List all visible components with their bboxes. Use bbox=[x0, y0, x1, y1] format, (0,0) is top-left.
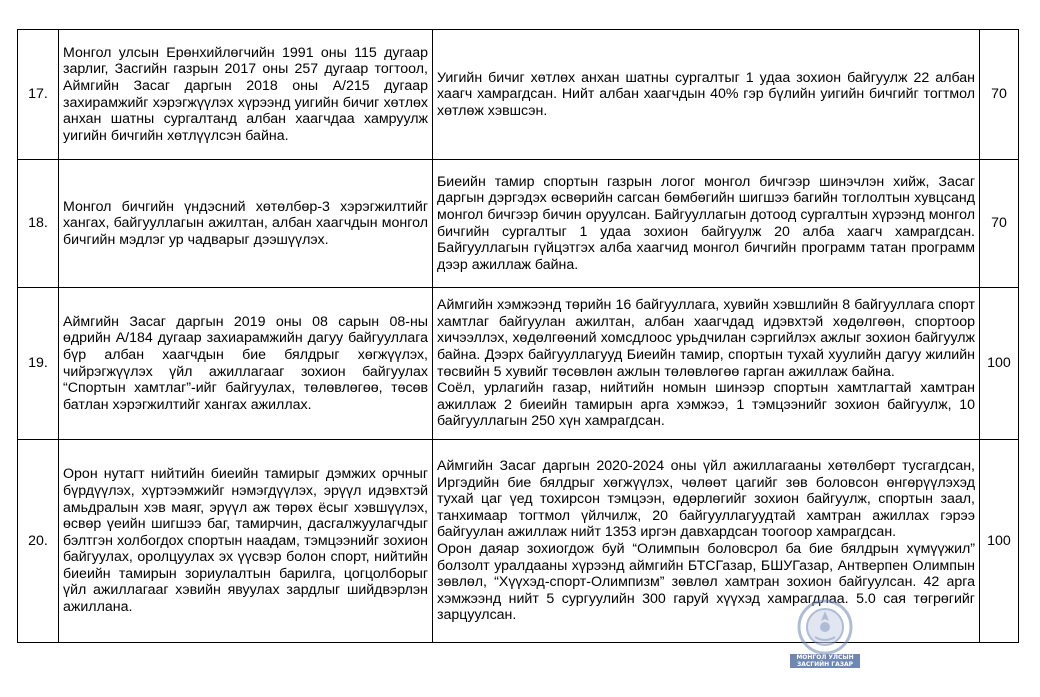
result-paragraph: Аймгийн Засаг даргын 2020-2024 оны үйл ажиллагааны хөтөлбөрт тусгагдсан, Иргэдийн бие бялдрыг хөгжүүлэх, чөлөөт цагийг зөв боловсон өнгөрүүлэхэд тухай цаг үед тохирсон тэмцээн, өдөрлөгийг зохион байгуулж, спортын заал, танхимаар тогтмол үйлчилж, 20 байгууллагуудтай хамтран ажиллах гэрээ байгуулан ажиллаж нийт 1353 иргэн давхардсан тоогоор хамрагдсан. bbox=[437, 458, 975, 541]
table-row bbox=[18, 160, 1019, 288]
result-description bbox=[433, 440, 980, 643]
task-description: Монгол улсын Ерөнхийлөгчийн 1991 оны 115 дугаар зарлиг, Засгийн газрын 2017 оны 257 дугаар тогтоол, Аймгийн Засаг даргын 2018 оны А/215 дугаар захирамжийг хэрэгжүүлэх хүрээнд уигийн бичиг хөтлөх анхан шатны сургалтанд албан хаагчдаа хамруулж уигийн бичгийн хөтлүүлсэн байна. bbox=[59, 30, 433, 160]
result-paragraph: Уигийн бичиг хөтлөх анхан шатны сургалтыг 1 удаа зохион байгуулж 22 албан хаагч хамрагдсан. Нийт албан хаагчдын 40% гэр бүлийн уигийн бичгийг тогтмол хөтлөж хэвшсэн. bbox=[437, 69, 975, 119]
result-description bbox=[433, 30, 980, 160]
result-paragraph: Орон даяар зохиогдож буй “Олимпын боловсрол ба бие бялдрын хүмүүжил” болзолт уралдааны хүрээнд аймгийн БТСГазар, БШУГазар, Антверпен Олимпын зөвлөл, “Хүүхэд-спорт-Олимпизм” зөвлөл хамтран зохион байгуулсан. 42 арга хэмжээнд нийт 5 сургуулийн 300 гаруй хүүхэд хамрагдлаа. 5.0 сая төгрөгийг зарцуулсан. bbox=[437, 541, 975, 624]
score-value: 70 bbox=[980, 30, 1019, 160]
task-description: Аймгийн Засаг даргын 2019 оны 08 сарын 08-ны өдрийн А/184 дугаар захиарамжийн дагуу байгууллага бүр албан хаагчдын бие бялдрыг хөгжүүлэх, чийрэгжүүлэх үйл ажиллагааг зохион байгуулах “Спортын хамтлаг”-ийг байгуулах, төлөвлөгөө, төсөв батлан хэрэгжилтийг хангах ажиллах. bbox=[59, 288, 433, 440]
score-value: 100 bbox=[980, 288, 1019, 440]
row-number: 18. bbox=[18, 160, 59, 288]
table-row bbox=[18, 440, 1019, 643]
task-description: Монгол бичгийн үндэсний хөтөлбөр-3 хэрэгжилтийг хангах, байгууллагын ажилтан, албан хаагчдын монгол бичгийн мэдлэг ур чадварыг дээшүүлэх. bbox=[59, 160, 433, 288]
watermark-caption: МОНГОЛ УЛСЫН ЗАСГИЙН ГАЗАР bbox=[790, 654, 860, 668]
row-number: 19. bbox=[18, 288, 59, 440]
row-number: 17. bbox=[18, 30, 59, 160]
table-row bbox=[18, 288, 1019, 440]
table-row bbox=[18, 30, 1019, 160]
result-paragraph: Биеийн тамир спортын газрын логог монгол бичгээр шинэчлэн хийж, Засаг даргын дэргэдэх өсвөрийн сагсан бөмбөгийн шигшээ багийн тоглолтын хувцсанд монгол бичгээр бичин оруулсан. Байгууллагын дотоод сургалтын хүрээнд монгол бичгийн сургалтыг 1 удаа зохион байгуулж 20 алба хаагч хамрагдсан. Байгууллагын гүйцэтгэх алба хаагчид монгол бичгийн программ татан программ дээр ажиллаж байна. bbox=[437, 173, 975, 273]
task-description: Орон нутагт нийтийн биеийн тамирыг дэмжих орчныг бүрдүүлэх, хүртээмжийг нэмэгдүүлэх, эрүүл идэвхтэй амьдралын хэв маяг, эрүүл аж төрөх ёсыг хэвшүүлэх, өсвөр үеийн шигшээ баг, тамирчин, дасгалжуулагчдыг бэлтгэн холбогдох спортын наадам, тэмцээнийг зохион байгуулах, оролцуулах эх үүсвэр болон спорт, нийтийн биеийн тамирын зориулалтын барилга, цогцолборыг үйл ажиллагааг хэвийн явуулах зардлыг шийдвэрлэн ажиллана. bbox=[59, 440, 433, 643]
score-value: 100 bbox=[980, 440, 1019, 643]
result-paragraph: Аймгийн хэмжээнд төрийн 16 байгууллага, хувийн хэвшлийн 8 байгууллага спорт хамтлаг байгуулан ажилтан, албан хаагчдад идэвхтэй хөдөлгөөн, спортоор хичээллэх, хөдөлгөөний хомсдлоос урьдчилан сэргийлэх ажлыг зохион байгуулж байна. Дээрх байгууллагууд Биеийн тамир, спортын тухай хуулийн дагуу жилийн төсвийн 5 хувийг төсөвлөн ажлын төлөвлөгөө гарган ажиллаж байна. bbox=[437, 297, 975, 380]
row-number: 20. bbox=[18, 440, 59, 643]
result-description bbox=[433, 288, 980, 440]
result-paragraph: Соёл, урлагийн газар, нийтийн номын шинээр спортын хамтлагтай хамтран ажиллаж 2 биеийн тамирын арга хэмжээ, 1 тэмцээнийг зохион байгуулж, 10 байгууллагын 250 хүн хамрагдсан. bbox=[437, 380, 975, 430]
result-description bbox=[433, 160, 980, 288]
score-value: 70 bbox=[980, 160, 1019, 288]
report-table bbox=[17, 29, 1019, 643]
